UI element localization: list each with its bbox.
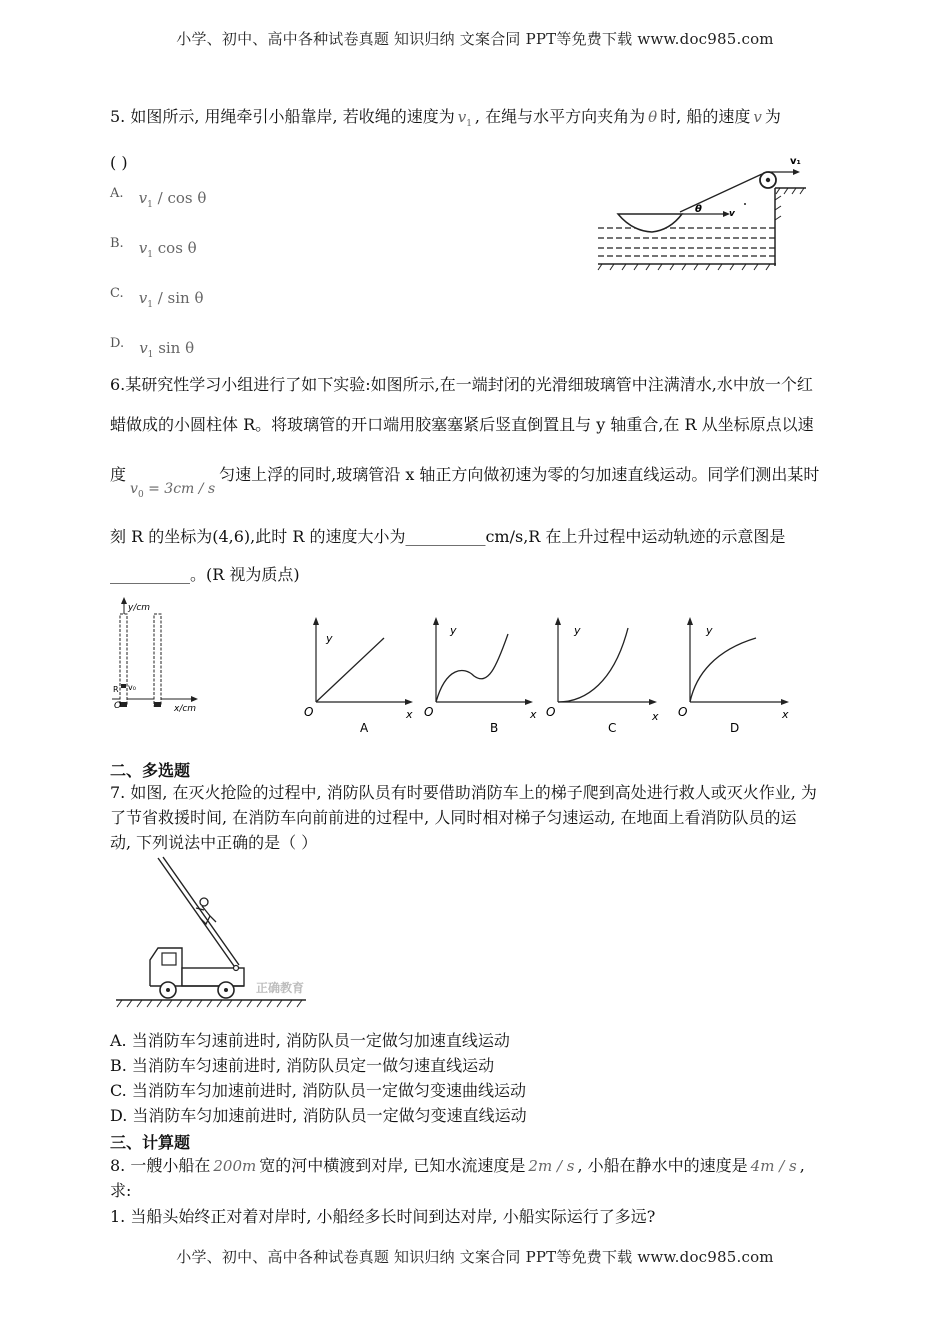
q5-option-a-label: A. xyxy=(110,186,124,201)
graph-b-curve xyxy=(436,634,508,702)
q5-stem-b: , 在绳与水平方向夹角为 xyxy=(474,107,646,126)
q8-d: , xyxy=(799,1156,805,1175)
q8-a: 8. 一艘小船在 xyxy=(110,1156,211,1175)
graph-a-origin: O xyxy=(304,705,314,719)
graph-a[interactable] xyxy=(304,617,413,735)
x-axis-arrow xyxy=(191,696,198,702)
q7-line3: 动, 下列说法中正确的是（ ） xyxy=(110,833,318,852)
section-calculation: 三、计算题 xyxy=(110,1133,191,1152)
q5-option-c-text: / sin θ xyxy=(157,289,204,307)
q5-option-c-expr: $v_1$ / sin θ xyxy=(138,289,204,310)
boat-pulley-figure xyxy=(590,150,810,275)
q5-option-b-label: B. xyxy=(110,236,124,251)
trajectory-graphs xyxy=(296,612,796,737)
v-label: v xyxy=(729,209,735,219)
graph-a-x-arrow xyxy=(405,699,413,705)
r-label: R xyxy=(113,685,119,694)
tube-left xyxy=(120,614,127,706)
q5-v1-symbol: v xyxy=(457,108,467,126)
q5-stem-c: 时, 船的速度 xyxy=(660,107,751,126)
v1-arrowhead xyxy=(793,169,800,175)
graph-d-y-arrow xyxy=(687,617,693,625)
q5-option-d[interactable] xyxy=(110,332,195,360)
rear-wheel-hub xyxy=(224,988,228,992)
graph-c-y-label: y xyxy=(574,624,581,637)
q8-boat-speed: 4m / s xyxy=(750,1157,797,1175)
q6-line4: 刻 R 的坐标为(4,6),此时 R 的速度大小为__________cm/s,R 在上升过程中运动轨迹的示意图是 xyxy=(110,527,786,546)
cab-window xyxy=(162,953,176,965)
q6-v0-expr: $v_0 = 3cm / s$ xyxy=(130,481,216,500)
graph-b-origin: O xyxy=(424,705,434,719)
bottom-hatching xyxy=(598,264,770,270)
q7-option-a[interactable]: A. 当消防车匀速前进时, 消防队员一定做匀加速直线运动 xyxy=(110,1031,510,1050)
graph-b[interactable] xyxy=(424,617,537,735)
bank-hatching xyxy=(775,188,804,220)
graph-c-x-label: x xyxy=(652,710,659,723)
graph-b-y-arrow xyxy=(433,617,439,625)
boat xyxy=(618,214,682,232)
q5-option-d-expr: $v_1$ sin θ xyxy=(139,339,195,360)
q5-stem-a: 5. 如图所示, 用绳牵引小船靠岸, 若收绳的速度为 xyxy=(110,107,455,126)
v0-label: v₀ xyxy=(128,683,136,692)
q8-c: , 小船在静水中的速度是 xyxy=(577,1156,748,1175)
q8-width: 200m xyxy=(213,1157,257,1175)
graph-a-y-label: y xyxy=(326,632,333,645)
pulley-axle xyxy=(766,178,770,182)
ground-hatching xyxy=(117,1000,302,1007)
rope xyxy=(680,174,762,212)
q5-theta: θ xyxy=(648,108,658,126)
q5-v1-sub: 1 xyxy=(466,119,472,129)
ladder-pivot xyxy=(234,966,239,971)
v1-label: v₁ xyxy=(790,156,801,167)
graph-b-y-label: y xyxy=(450,624,457,637)
watermark: 正确教育 xyxy=(256,981,305,995)
q6-line3 xyxy=(110,464,820,500)
q5-stem xyxy=(110,106,781,135)
page-header: 小学、初中、高中各种试卷真题 知识归纳 文案合同 PPT等免费下载 www.doc985.com xyxy=(176,30,774,48)
graph-a-y-arrow xyxy=(313,617,319,625)
q8-stem xyxy=(110,1155,805,1177)
q5-option-b-text: cos θ xyxy=(157,239,197,257)
graph-d-y-label: y xyxy=(706,624,713,637)
graph-c-label: C xyxy=(608,721,617,735)
q5-option-d-text: sin θ xyxy=(158,339,195,357)
q7-option-d[interactable]: D. 当消防车匀加速前进时, 消防队员一定做匀变速直线运动 xyxy=(110,1106,527,1125)
q6-line1: 6.某研究性学习小组进行了如下实验:如图所示,在一端封闭的光滑细玻璃管中注满清水,水中放一个红 xyxy=(110,375,813,394)
graph-a-x-label: x xyxy=(406,708,413,721)
graph-b-x-arrow xyxy=(525,699,533,705)
dot-mark xyxy=(744,203,746,205)
graph-c-x-arrow xyxy=(649,699,657,705)
q5-option-a-text: / cos θ xyxy=(157,189,207,207)
q5-option-c-label: C. xyxy=(110,286,124,301)
y-cm-label: y/cm xyxy=(128,603,151,613)
q8-b: 宽的河中横渡到对岸, 已知水流速度是 xyxy=(259,1156,526,1175)
q5-option-a[interactable] xyxy=(110,182,207,210)
q8-line3: 1. 当船头始终正对着对岸时, 小船经多长时间到达对岸, 小船实际运行了多远? xyxy=(110,1207,656,1226)
firefighter xyxy=(196,898,216,924)
graph-c-y-arrow xyxy=(555,617,561,625)
x-cm-label: x/cm xyxy=(174,704,197,714)
tube-right xyxy=(154,614,161,706)
q5-option-d-label: D. xyxy=(110,336,125,351)
graph-d[interactable] xyxy=(678,617,789,735)
q8-line2: 求: xyxy=(110,1181,132,1200)
q5-option-a-expr: $v_1$ / cos θ xyxy=(138,189,207,210)
q6-v0-value: = 3cm / s xyxy=(148,481,216,497)
q7-option-b[interactable]: B. 当消防车匀速前进时, 消防队员定一做匀速直线运动 xyxy=(110,1056,495,1075)
graph-b-label: B xyxy=(490,721,499,735)
q5-option-c[interactable] xyxy=(110,282,204,310)
glass-tube-figure xyxy=(108,596,208,716)
graph-d-x-arrow xyxy=(781,699,789,705)
q7-option-c[interactable]: C. 当消防车匀加速前进时, 消防队员一定做匀变速曲线运动 xyxy=(110,1081,527,1100)
q5-v: v xyxy=(753,108,762,126)
y-axis-arrow xyxy=(121,597,127,604)
graph-d-curve xyxy=(690,638,756,702)
section-multiple-choice: 二、多选题 xyxy=(110,761,191,780)
q5-option-b[interactable] xyxy=(110,232,197,260)
origin-label: O xyxy=(114,701,122,711)
water-lines xyxy=(598,228,775,256)
graph-c[interactable] xyxy=(546,617,659,735)
graph-d-x-label: x xyxy=(782,708,789,721)
q8-stream-speed: 2m / s xyxy=(528,1157,575,1175)
q5-stem-d: 为 xyxy=(764,107,781,126)
wax-block-r xyxy=(121,684,126,688)
tube-right-stopper xyxy=(154,702,161,707)
graph-d-label: D xyxy=(730,721,740,735)
q6-line3-a: 度 xyxy=(110,465,127,484)
q5-paren: ( ) xyxy=(110,153,128,172)
q7-line1: 7. 如图, 在灭火抢险的过程中, 消防队员有时要借助消防车上的梯子爬到高处进行救人或灭火作业, 为 xyxy=(110,783,817,802)
graph-b-x-label: x xyxy=(530,708,537,721)
graph-c-origin: O xyxy=(546,705,556,719)
graph-c-curve xyxy=(558,628,628,702)
theta-label: θ xyxy=(695,204,702,215)
q5-option-b-expr: $v_1$ cos θ xyxy=(138,239,197,260)
front-wheel-hub xyxy=(166,988,170,992)
graph-d-origin: O xyxy=(678,705,688,719)
fire-truck-figure xyxy=(116,856,316,1016)
page-footer: 小学、初中、高中各种试卷真题 知识归纳 文案合同 PPT等免费下载 www.doc985.com xyxy=(176,1248,774,1266)
q6-line2: 蜡做成的小圆柱体 R。将玻璃管的开口端用胶塞塞紧后竖直倒置且与 y 轴重合,在 R 从坐标原点以速 xyxy=(110,415,814,434)
q6-line5: __________。(R 视为质点) xyxy=(110,565,300,584)
q5-v1 xyxy=(457,108,472,129)
graph-a-curve xyxy=(316,638,384,702)
q7-line2: 了节省救援时间, 在消防车向前前进的过程中, 人同时相对梯子匀速运动, 在地面上看消防队员的运 xyxy=(110,808,797,827)
graph-a-label: A xyxy=(360,721,369,735)
q6-line3-b: 匀速上浮的同时,玻璃管沿 x 轴正方向做初速为零的匀加速直线运动。同学们测出某时 xyxy=(219,465,820,484)
